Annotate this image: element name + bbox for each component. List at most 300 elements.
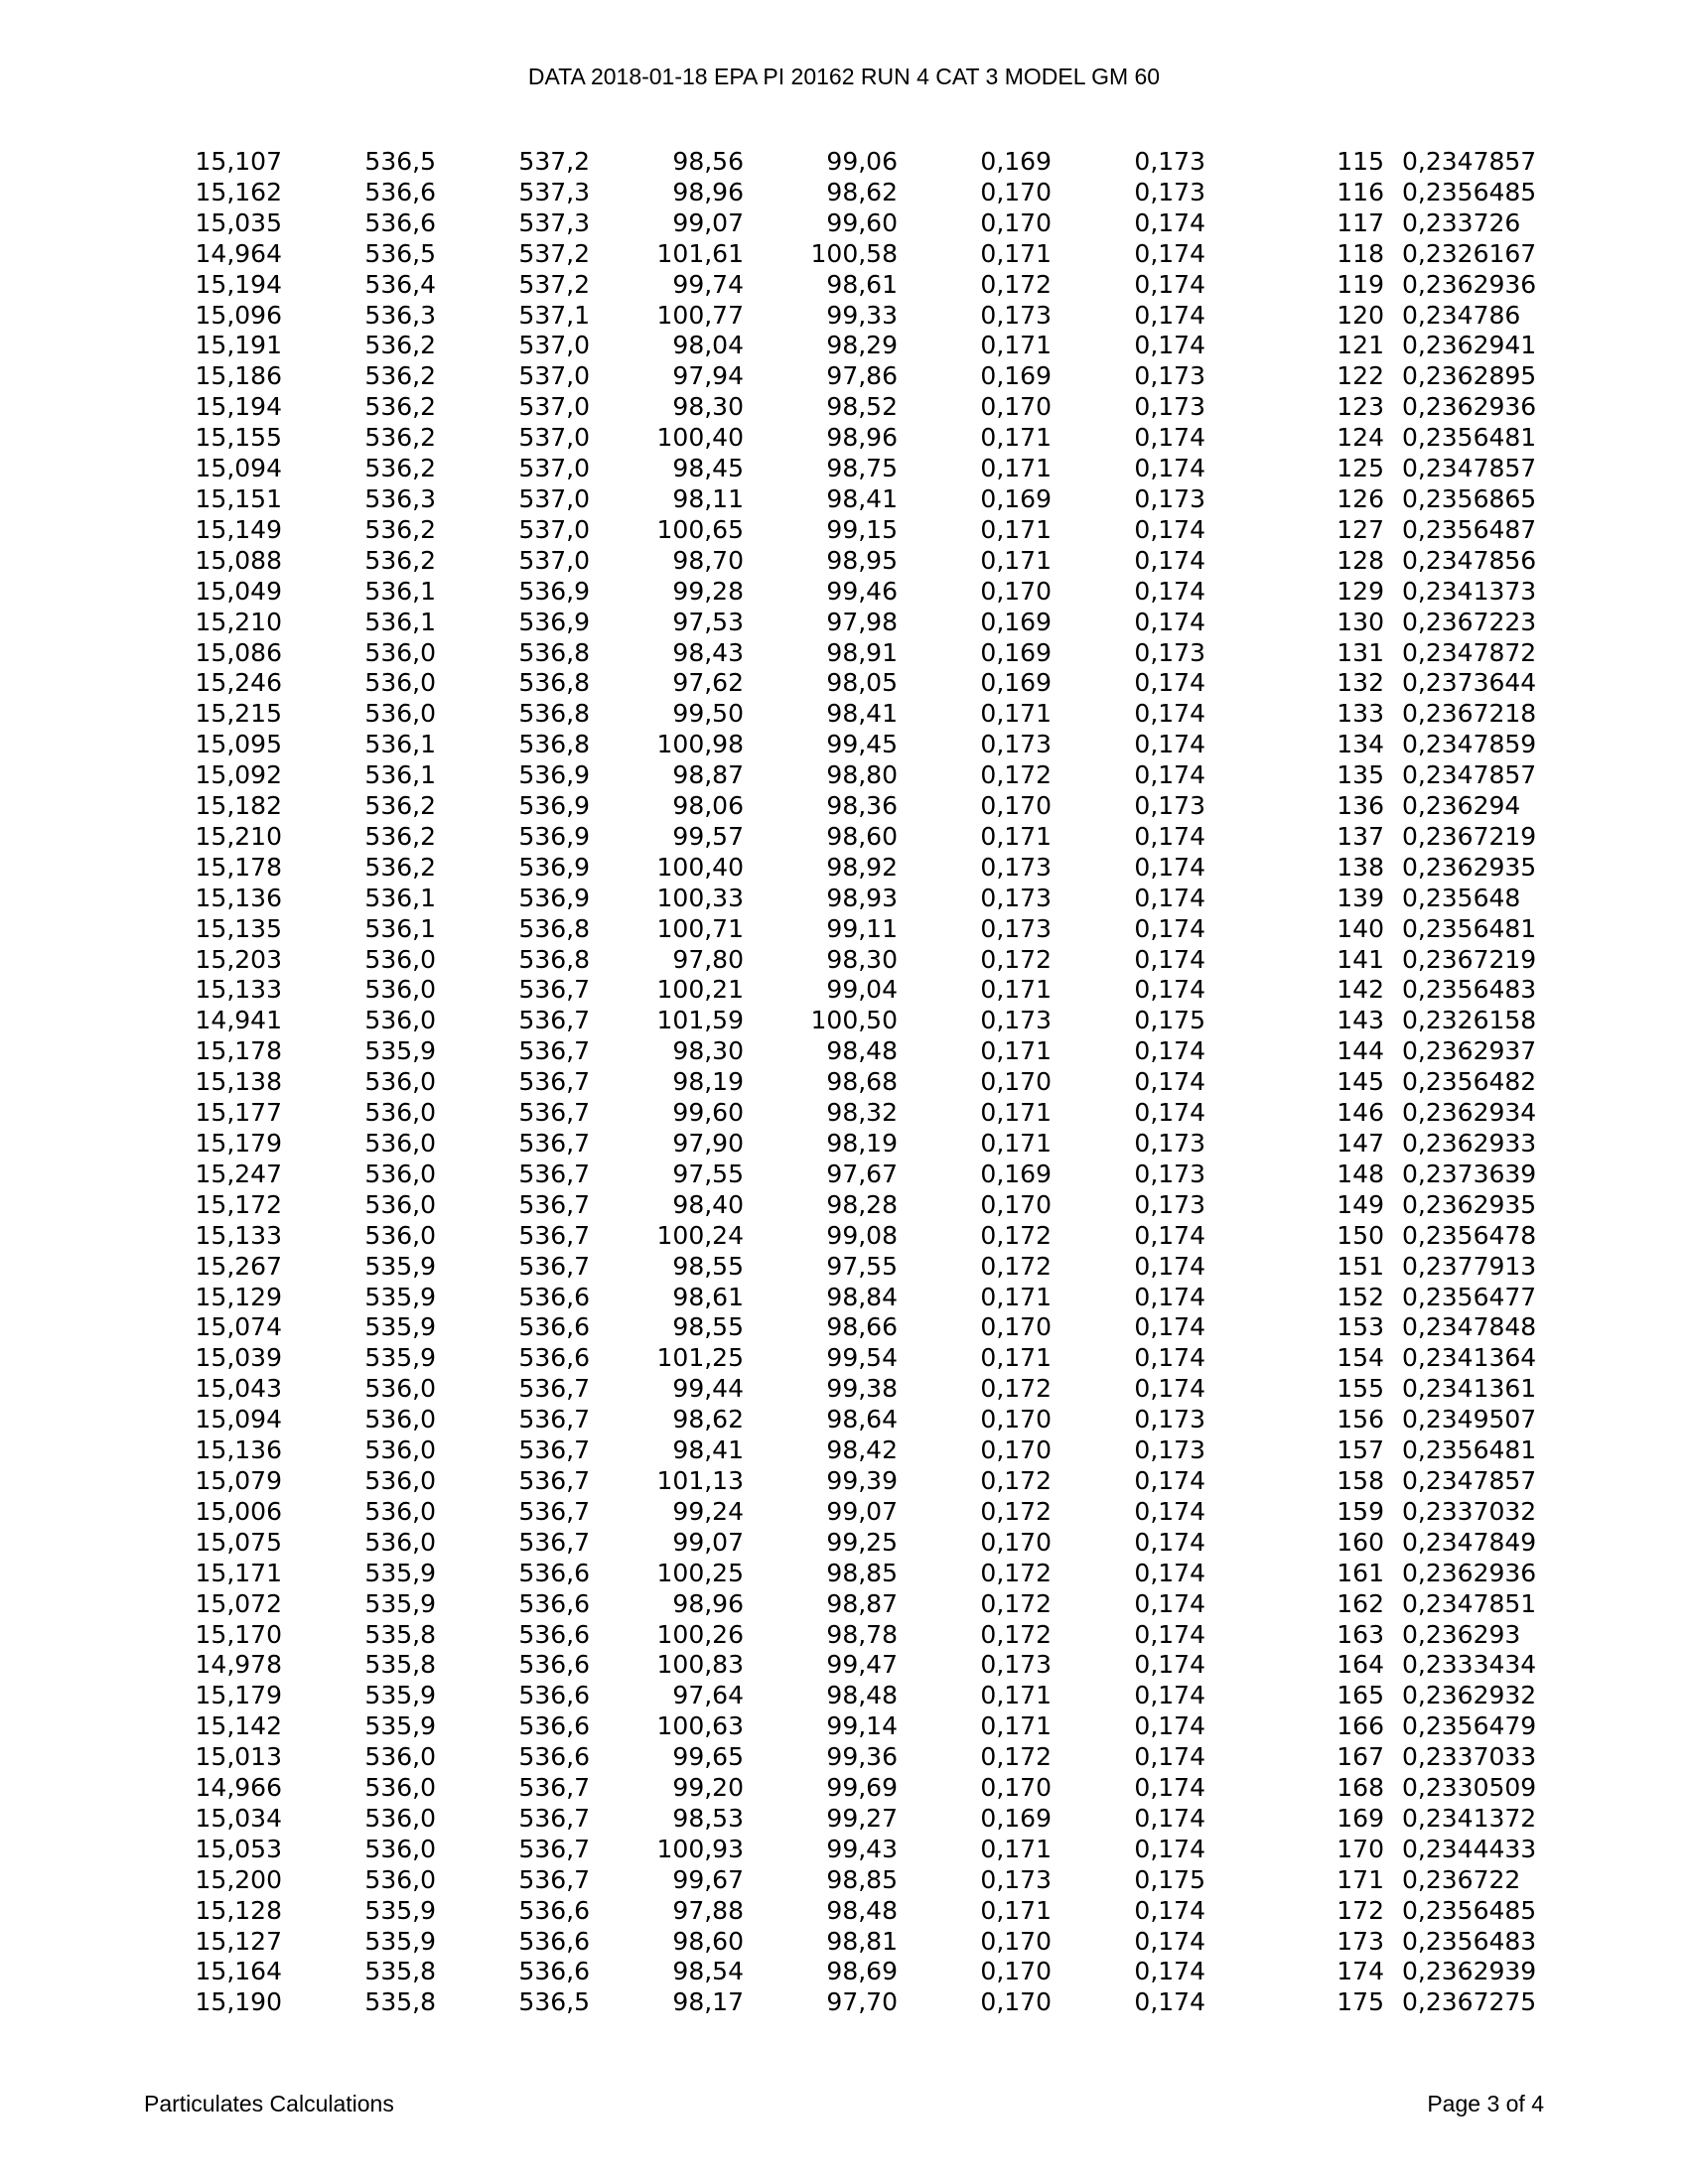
table-cell: 116 <box>1336 177 1384 206</box>
table-cell: 536,0 <box>364 1374 436 1404</box>
table-cell: 536,0 <box>364 1834 436 1863</box>
table-cell: 98,41 <box>826 483 898 513</box>
table-cell: 15,210 <box>195 607 282 636</box>
table-cell: 99,07 <box>672 1527 744 1557</box>
table-cell: 137 <box>1336 821 1384 851</box>
table-cell: 536,0 <box>364 637 436 667</box>
table-cell: 0,173 <box>980 883 1052 912</box>
table-cell: 0,173 <box>1134 1159 1205 1188</box>
table-cell: 535,9 <box>364 1312 436 1342</box>
table-cell: 536,6 <box>518 1588 590 1618</box>
table-cell: 536,2 <box>364 514 436 544</box>
table-cell: 536,6 <box>518 1282 590 1311</box>
table-row <box>185 1804 1535 1835</box>
table-cell: 0,174 <box>1134 852 1205 882</box>
table-cell: 154 <box>1336 1343 1384 1373</box>
table-cell: 0,171 <box>980 1895 1052 1925</box>
table-cell: 0,2362935 <box>1402 852 1537 882</box>
table-cell: 98,48 <box>826 1895 898 1925</box>
table-cell: 0,173 <box>980 1650 1052 1680</box>
table-cell: 0,170 <box>980 207 1052 237</box>
table-cell: 15,190 <box>195 1987 282 2017</box>
table-row <box>185 484 1535 515</box>
table-cell: 536,8 <box>518 699 590 729</box>
table-cell: 15,178 <box>195 852 282 882</box>
table-cell: 0,173 <box>1134 361 1205 391</box>
table-cell: 99,33 <box>826 300 898 330</box>
table-cell: 536,0 <box>364 1773 436 1803</box>
table-cell: 0,174 <box>1134 576 1205 606</box>
table-cell: 169 <box>1336 1803 1384 1833</box>
table-cell: 100,77 <box>656 300 744 330</box>
table-cell: 0,170 <box>980 1773 1052 1803</box>
table-cell: 536,7 <box>518 1159 590 1188</box>
table-cell: 15,247 <box>195 1159 282 1188</box>
table-cell: 536,0 <box>364 1159 436 1188</box>
table-cell: 98,42 <box>826 1435 898 1465</box>
table-cell: 0,174 <box>1134 300 1205 330</box>
table-cell: 173 <box>1336 1926 1384 1956</box>
table-cell: 0,170 <box>980 1312 1052 1342</box>
table-cell: 536,5 <box>518 1987 590 2017</box>
table-row <box>185 668 1535 699</box>
table-cell: 536,7 <box>518 1189 590 1219</box>
table-cell: 0,2362932 <box>1402 1681 1537 1710</box>
table-cell: 0,174 <box>1134 207 1205 237</box>
table-cell: 0,174 <box>1134 1036 1205 1066</box>
table-cell: 130 <box>1336 607 1384 636</box>
table-row <box>185 1405 1535 1435</box>
table-cell: 120 <box>1336 300 1384 330</box>
table-cell: 97,98 <box>826 607 898 636</box>
table-row <box>185 1312 1535 1343</box>
table-cell: 0,171 <box>980 1681 1052 1710</box>
table-cell: 15,049 <box>195 576 282 606</box>
data-table <box>185 147 1535 2018</box>
table-cell: 133 <box>1336 699 1384 729</box>
table-cell: 536,6 <box>518 1957 590 1986</box>
table-row <box>185 1742 1535 1773</box>
table-cell: 0,170 <box>980 1067 1052 1097</box>
table-cell: 536,9 <box>518 821 590 851</box>
table-cell: 537,1 <box>518 300 590 330</box>
table-cell: 98,92 <box>826 852 898 882</box>
table-cell: 98,17 <box>672 1987 744 2017</box>
table-cell: 0,169 <box>980 361 1052 391</box>
table-cell: 536,1 <box>364 883 436 912</box>
table-cell: 149 <box>1336 1189 1384 1219</box>
table-cell: 153 <box>1336 1312 1384 1342</box>
table-row <box>185 1098 1535 1129</box>
table-cell: 536,0 <box>364 1220 436 1250</box>
table-cell: 15,151 <box>195 483 282 513</box>
table-cell: 537,0 <box>518 514 590 544</box>
table-cell: 0,174 <box>1134 975 1205 1005</box>
table-cell: 536,6 <box>518 1650 590 1680</box>
table-cell: 15,194 <box>195 269 282 299</box>
table-cell: 0,169 <box>980 1803 1052 1833</box>
table-cell: 97,55 <box>826 1251 898 1281</box>
table-cell: 535,9 <box>364 1036 436 1066</box>
table-cell: 99,43 <box>826 1834 898 1863</box>
table-cell: 0,2347859 <box>1402 730 1537 759</box>
table-cell: 536,7 <box>518 1129 590 1158</box>
table-cell: 15,133 <box>195 1220 282 1250</box>
table-cell: 101,25 <box>656 1343 744 1373</box>
table-cell: 536,7 <box>518 1803 590 1833</box>
table-row <box>185 975 1535 1006</box>
table-cell: 99,24 <box>672 1496 744 1526</box>
table-cell: 98,61 <box>672 1282 744 1311</box>
table-cell: 0,173 <box>980 730 1052 759</box>
table-cell: 15,092 <box>195 760 282 790</box>
table-cell: 0,174 <box>1134 699 1205 729</box>
table-cell: 172 <box>1336 1895 1384 1925</box>
table-row <box>185 914 1535 945</box>
table-cell: 535,9 <box>364 1926 436 1956</box>
table-row <box>185 608 1535 638</box>
table-row <box>185 1067 1535 1098</box>
table-cell: 0,2330509 <box>1402 1773 1537 1803</box>
table-cell: 15,094 <box>195 1405 282 1434</box>
table-cell: 0,2356487 <box>1402 514 1537 544</box>
table-cell: 98,40 <box>672 1189 744 1219</box>
table-cell: 0,174 <box>1134 545 1205 575</box>
table-cell: 100,98 <box>656 730 744 759</box>
table-cell: 0,174 <box>1134 1067 1205 1097</box>
table-cell: 164 <box>1336 1650 1384 1680</box>
table-cell: 0,171 <box>980 545 1052 575</box>
table-cell: 15,138 <box>195 1067 282 1097</box>
table-cell: 536,0 <box>364 1405 436 1434</box>
table-cell: 98,36 <box>826 791 898 821</box>
table-cell: 536,7 <box>518 1006 590 1035</box>
table-cell: 15,094 <box>195 454 282 483</box>
table-cell: 127 <box>1336 514 1384 544</box>
table-cell: 0,173 <box>1134 1435 1205 1465</box>
table-cell: 0,174 <box>1134 1926 1205 1956</box>
table-row <box>185 1036 1535 1067</box>
table-cell: 167 <box>1336 1742 1384 1772</box>
table-row <box>185 1528 1535 1559</box>
table-cell: 98,32 <box>826 1098 898 1128</box>
table-cell: 15,074 <box>195 1312 282 1342</box>
table-cell: 98,85 <box>826 1558 898 1587</box>
table-cell: 99,07 <box>672 207 744 237</box>
table-cell: 536,5 <box>364 147 436 176</box>
table-cell: 0,2362936 <box>1402 1558 1537 1587</box>
table-cell: 100,65 <box>656 514 744 544</box>
table-cell: 0,2362937 <box>1402 1036 1537 1066</box>
table-row <box>185 1711 1535 1742</box>
table-cell: 0,171 <box>980 821 1052 851</box>
table-row <box>185 1987 1535 2018</box>
footer-document-title: Particulates Calculations <box>144 2091 394 2116</box>
table-cell: 119 <box>1336 269 1384 299</box>
table-cell: 536,7 <box>518 1773 590 1803</box>
table-cell: 98,60 <box>672 1926 744 1956</box>
table-cell: 15,179 <box>195 1681 282 1710</box>
table-cell: 0,2347857 <box>1402 147 1537 176</box>
table-cell: 0,170 <box>980 1435 1052 1465</box>
table-cell: 0,170 <box>980 177 1052 206</box>
table-row <box>185 1252 1535 1283</box>
table-cell: 0,171 <box>980 1036 1052 1066</box>
table-row <box>185 454 1535 484</box>
table-cell: 15,013 <box>195 1742 282 1772</box>
table-cell: 15,215 <box>195 699 282 729</box>
table-cell: 536,2 <box>364 821 436 851</box>
table-cell: 0,174 <box>1134 730 1205 759</box>
table-cell: 0,171 <box>980 238 1052 268</box>
table-cell: 98,11 <box>672 483 744 513</box>
table-cell: 0,2356481 <box>1402 1435 1537 1465</box>
table-cell: 171 <box>1336 1864 1384 1894</box>
table-cell: 98,85 <box>826 1864 898 1894</box>
table-cell: 98,54 <box>672 1957 744 1986</box>
table-cell: 0,174 <box>1134 913 1205 943</box>
table-cell: 537,3 <box>518 207 590 237</box>
table-cell: 99,54 <box>826 1343 898 1373</box>
table-cell: 0,174 <box>1134 1957 1205 1986</box>
table-cell: 170 <box>1336 1834 1384 1863</box>
table-cell: 536,6 <box>518 1558 590 1587</box>
table-row <box>185 423 1535 454</box>
table-cell: 536,1 <box>364 760 436 790</box>
table-cell: 0,172 <box>980 1220 1052 1250</box>
table-cell: 155 <box>1336 1374 1384 1404</box>
table-cell: 537,2 <box>518 269 590 299</box>
table-cell: 536,2 <box>364 331 436 360</box>
table-cell: 121 <box>1336 331 1384 360</box>
table-cell: 0,172 <box>980 1558 1052 1587</box>
table-row <box>185 515 1535 546</box>
table-cell: 101,61 <box>656 238 744 268</box>
table-cell: 0,2362939 <box>1402 1957 1537 1986</box>
table-cell: 0,2362933 <box>1402 1129 1537 1158</box>
table-cell: 537,0 <box>518 392 590 422</box>
table-cell: 0,174 <box>1134 944 1205 974</box>
table-cell: 15,172 <box>195 1189 282 1219</box>
table-cell: 138 <box>1336 852 1384 882</box>
table-cell: 98,61 <box>826 269 898 299</box>
table-cell: 536,8 <box>518 668 590 698</box>
table-cell: 98,75 <box>826 454 898 483</box>
table-cell: 0,173 <box>1134 147 1205 176</box>
table-cell: 99,08 <box>826 1220 898 1250</box>
table-cell: 0,172 <box>980 1465 1052 1495</box>
table-cell: 98,43 <box>672 637 744 667</box>
table-row <box>185 1681 1535 1711</box>
table-cell: 537,0 <box>518 331 590 360</box>
table-cell: 98,96 <box>672 1588 744 1618</box>
table-cell: 536,0 <box>364 1067 436 1097</box>
table-cell: 536,9 <box>518 760 590 790</box>
table-cell: 168 <box>1336 1773 1384 1803</box>
table-cell: 0,174 <box>1134 1098 1205 1128</box>
table-cell: 0,2344433 <box>1402 1834 1537 1863</box>
table-cell: 536,3 <box>364 300 436 330</box>
table-cell: 15,039 <box>195 1343 282 1373</box>
table-cell: 163 <box>1336 1619 1384 1649</box>
table-cell: 537,2 <box>518 147 590 176</box>
table-cell: 536,7 <box>518 1220 590 1250</box>
table-cell: 0,172 <box>980 1251 1052 1281</box>
table-row <box>185 208 1535 239</box>
table-cell: 0,173 <box>1134 1189 1205 1219</box>
table-row <box>185 1160 1535 1190</box>
table-cell: 100,40 <box>656 852 744 882</box>
table-cell: 0,236294 <box>1402 791 1521 821</box>
table-cell: 97,94 <box>672 361 744 391</box>
table-cell: 99,67 <box>672 1864 744 1894</box>
table-cell: 0,172 <box>980 1619 1052 1649</box>
table-row <box>185 699 1535 730</box>
table-cell: 15,267 <box>195 1251 282 1281</box>
table-row <box>185 1221 1535 1252</box>
table-row <box>185 301 1535 332</box>
table-cell: 15,135 <box>195 913 282 943</box>
table-cell: 98,68 <box>826 1067 898 1097</box>
table-cell: 535,8 <box>364 1987 436 2017</box>
table-cell: 100,21 <box>656 975 744 1005</box>
table-cell: 536,8 <box>518 637 590 667</box>
table-cell: 536,7 <box>518 1864 590 1894</box>
table-row <box>185 1190 1535 1221</box>
table-cell: 156 <box>1336 1405 1384 1434</box>
table-cell: 15,203 <box>195 944 282 974</box>
table-cell: 0,169 <box>980 637 1052 667</box>
table-row <box>185 1435 1535 1466</box>
table-cell: 535,9 <box>364 1588 436 1618</box>
table-cell: 535,9 <box>364 1681 436 1710</box>
table-cell: 97,53 <box>672 607 744 636</box>
table-cell: 158 <box>1336 1465 1384 1495</box>
table-cell: 98,52 <box>826 392 898 422</box>
table-cell: 99,06 <box>826 147 898 176</box>
table-cell: 536,7 <box>518 1405 590 1434</box>
table-cell: 0,2367275 <box>1402 1987 1537 2017</box>
table-cell: 535,9 <box>364 1895 436 1925</box>
table-cell: 98,28 <box>826 1189 898 1219</box>
table-row <box>185 945 1535 976</box>
table-cell: 536,3 <box>364 483 436 513</box>
table-cell: 15,186 <box>195 361 282 391</box>
table-cell: 0,174 <box>1134 1619 1205 1649</box>
table-cell: 134 <box>1336 730 1384 759</box>
table-cell: 0,174 <box>1134 1558 1205 1587</box>
table-cell: 126 <box>1336 483 1384 513</box>
table-cell: 98,19 <box>672 1067 744 1097</box>
table-cell: 0,2362936 <box>1402 269 1537 299</box>
table-cell: 15,177 <box>195 1098 282 1128</box>
table-cell: 136 <box>1336 791 1384 821</box>
table-cell: 160 <box>1336 1527 1384 1557</box>
table-cell: 536,7 <box>518 1067 590 1097</box>
table-cell: 536,9 <box>518 607 590 636</box>
table-cell: 0,171 <box>980 1129 1052 1158</box>
table-cell: 537,0 <box>518 545 590 575</box>
table-cell: 0,174 <box>1134 269 1205 299</box>
table-cell: 15,053 <box>195 1834 282 1863</box>
table-cell: 98,48 <box>826 1036 898 1066</box>
table-cell: 101,13 <box>656 1465 744 1495</box>
table-cell: 536,0 <box>364 1098 436 1128</box>
table-cell: 99,69 <box>826 1773 898 1803</box>
table-cell: 15,088 <box>195 545 282 575</box>
table-cell: 0,2356482 <box>1402 1067 1537 1097</box>
table-cell: 132 <box>1336 668 1384 698</box>
table-cell: 0,174 <box>1134 331 1205 360</box>
table-cell: 146 <box>1336 1098 1384 1128</box>
table-cell: 0,2377913 <box>1402 1251 1537 1281</box>
table-cell: 14,978 <box>195 1650 282 1680</box>
table-cell: 0,171 <box>980 1098 1052 1128</box>
table-cell: 0,2349507 <box>1402 1405 1537 1434</box>
table-cell: 0,174 <box>1134 760 1205 790</box>
table-cell: 535,9 <box>364 1251 436 1281</box>
table-cell: 15,136 <box>195 883 282 912</box>
table-cell: 536,0 <box>364 1006 436 1035</box>
table-cell: 536,9 <box>518 791 590 821</box>
table-cell: 0,171 <box>980 1711 1052 1741</box>
table-row <box>185 822 1535 853</box>
table-cell: 145 <box>1336 1067 1384 1097</box>
table-cell: 536,0 <box>364 1189 436 1219</box>
table-cell: 15,086 <box>195 637 282 667</box>
table-cell: 535,9 <box>364 1711 436 1741</box>
table-cell: 14,966 <box>195 1773 282 1803</box>
table-cell: 100,93 <box>656 1834 744 1863</box>
table-cell: 98,87 <box>672 760 744 790</box>
table-cell: 0,174 <box>1134 821 1205 851</box>
table-cell: 98,19 <box>826 1129 898 1158</box>
table-cell: 536,6 <box>518 1343 590 1373</box>
table-cell: 0,2367223 <box>1402 607 1537 636</box>
table-cell: 128 <box>1336 545 1384 575</box>
table-cell: 15,129 <box>195 1282 282 1311</box>
table-cell: 536,7 <box>518 1098 590 1128</box>
table-cell: 0,2333434 <box>1402 1650 1537 1680</box>
table-cell: 98,41 <box>672 1435 744 1465</box>
table-cell: 536,7 <box>518 1496 590 1526</box>
table-cell: 0,2356485 <box>1402 177 1537 206</box>
table-cell: 0,171 <box>980 1834 1052 1863</box>
table-cell: 0,173 <box>1134 392 1205 422</box>
table-cell: 98,62 <box>672 1405 744 1434</box>
table-cell: 0,174 <box>1134 454 1205 483</box>
table-cell: 0,172 <box>980 1742 1052 1772</box>
table-cell: 536,6 <box>518 1681 590 1710</box>
table-cell: 98,70 <box>672 545 744 575</box>
table-cell: 0,171 <box>980 423 1052 453</box>
table-cell: 15,182 <box>195 791 282 821</box>
table-cell: 97,64 <box>672 1681 744 1710</box>
table-cell: 15,171 <box>195 1558 282 1587</box>
table-cell: 536,0 <box>364 668 436 698</box>
table-cell: 0,174 <box>1134 238 1205 268</box>
table-cell: 536,8 <box>518 913 590 943</box>
table-cell: 99,11 <box>826 913 898 943</box>
table-cell: 0,174 <box>1134 1834 1205 1863</box>
table-cell: 15,079 <box>195 1465 282 1495</box>
table-cell: 536,0 <box>364 975 436 1005</box>
table-cell: 536,7 <box>518 1435 590 1465</box>
table-row <box>185 884 1535 914</box>
table-cell: 100,40 <box>656 423 744 453</box>
table-cell: 0,173 <box>980 913 1052 943</box>
table-cell: 536,7 <box>518 975 590 1005</box>
